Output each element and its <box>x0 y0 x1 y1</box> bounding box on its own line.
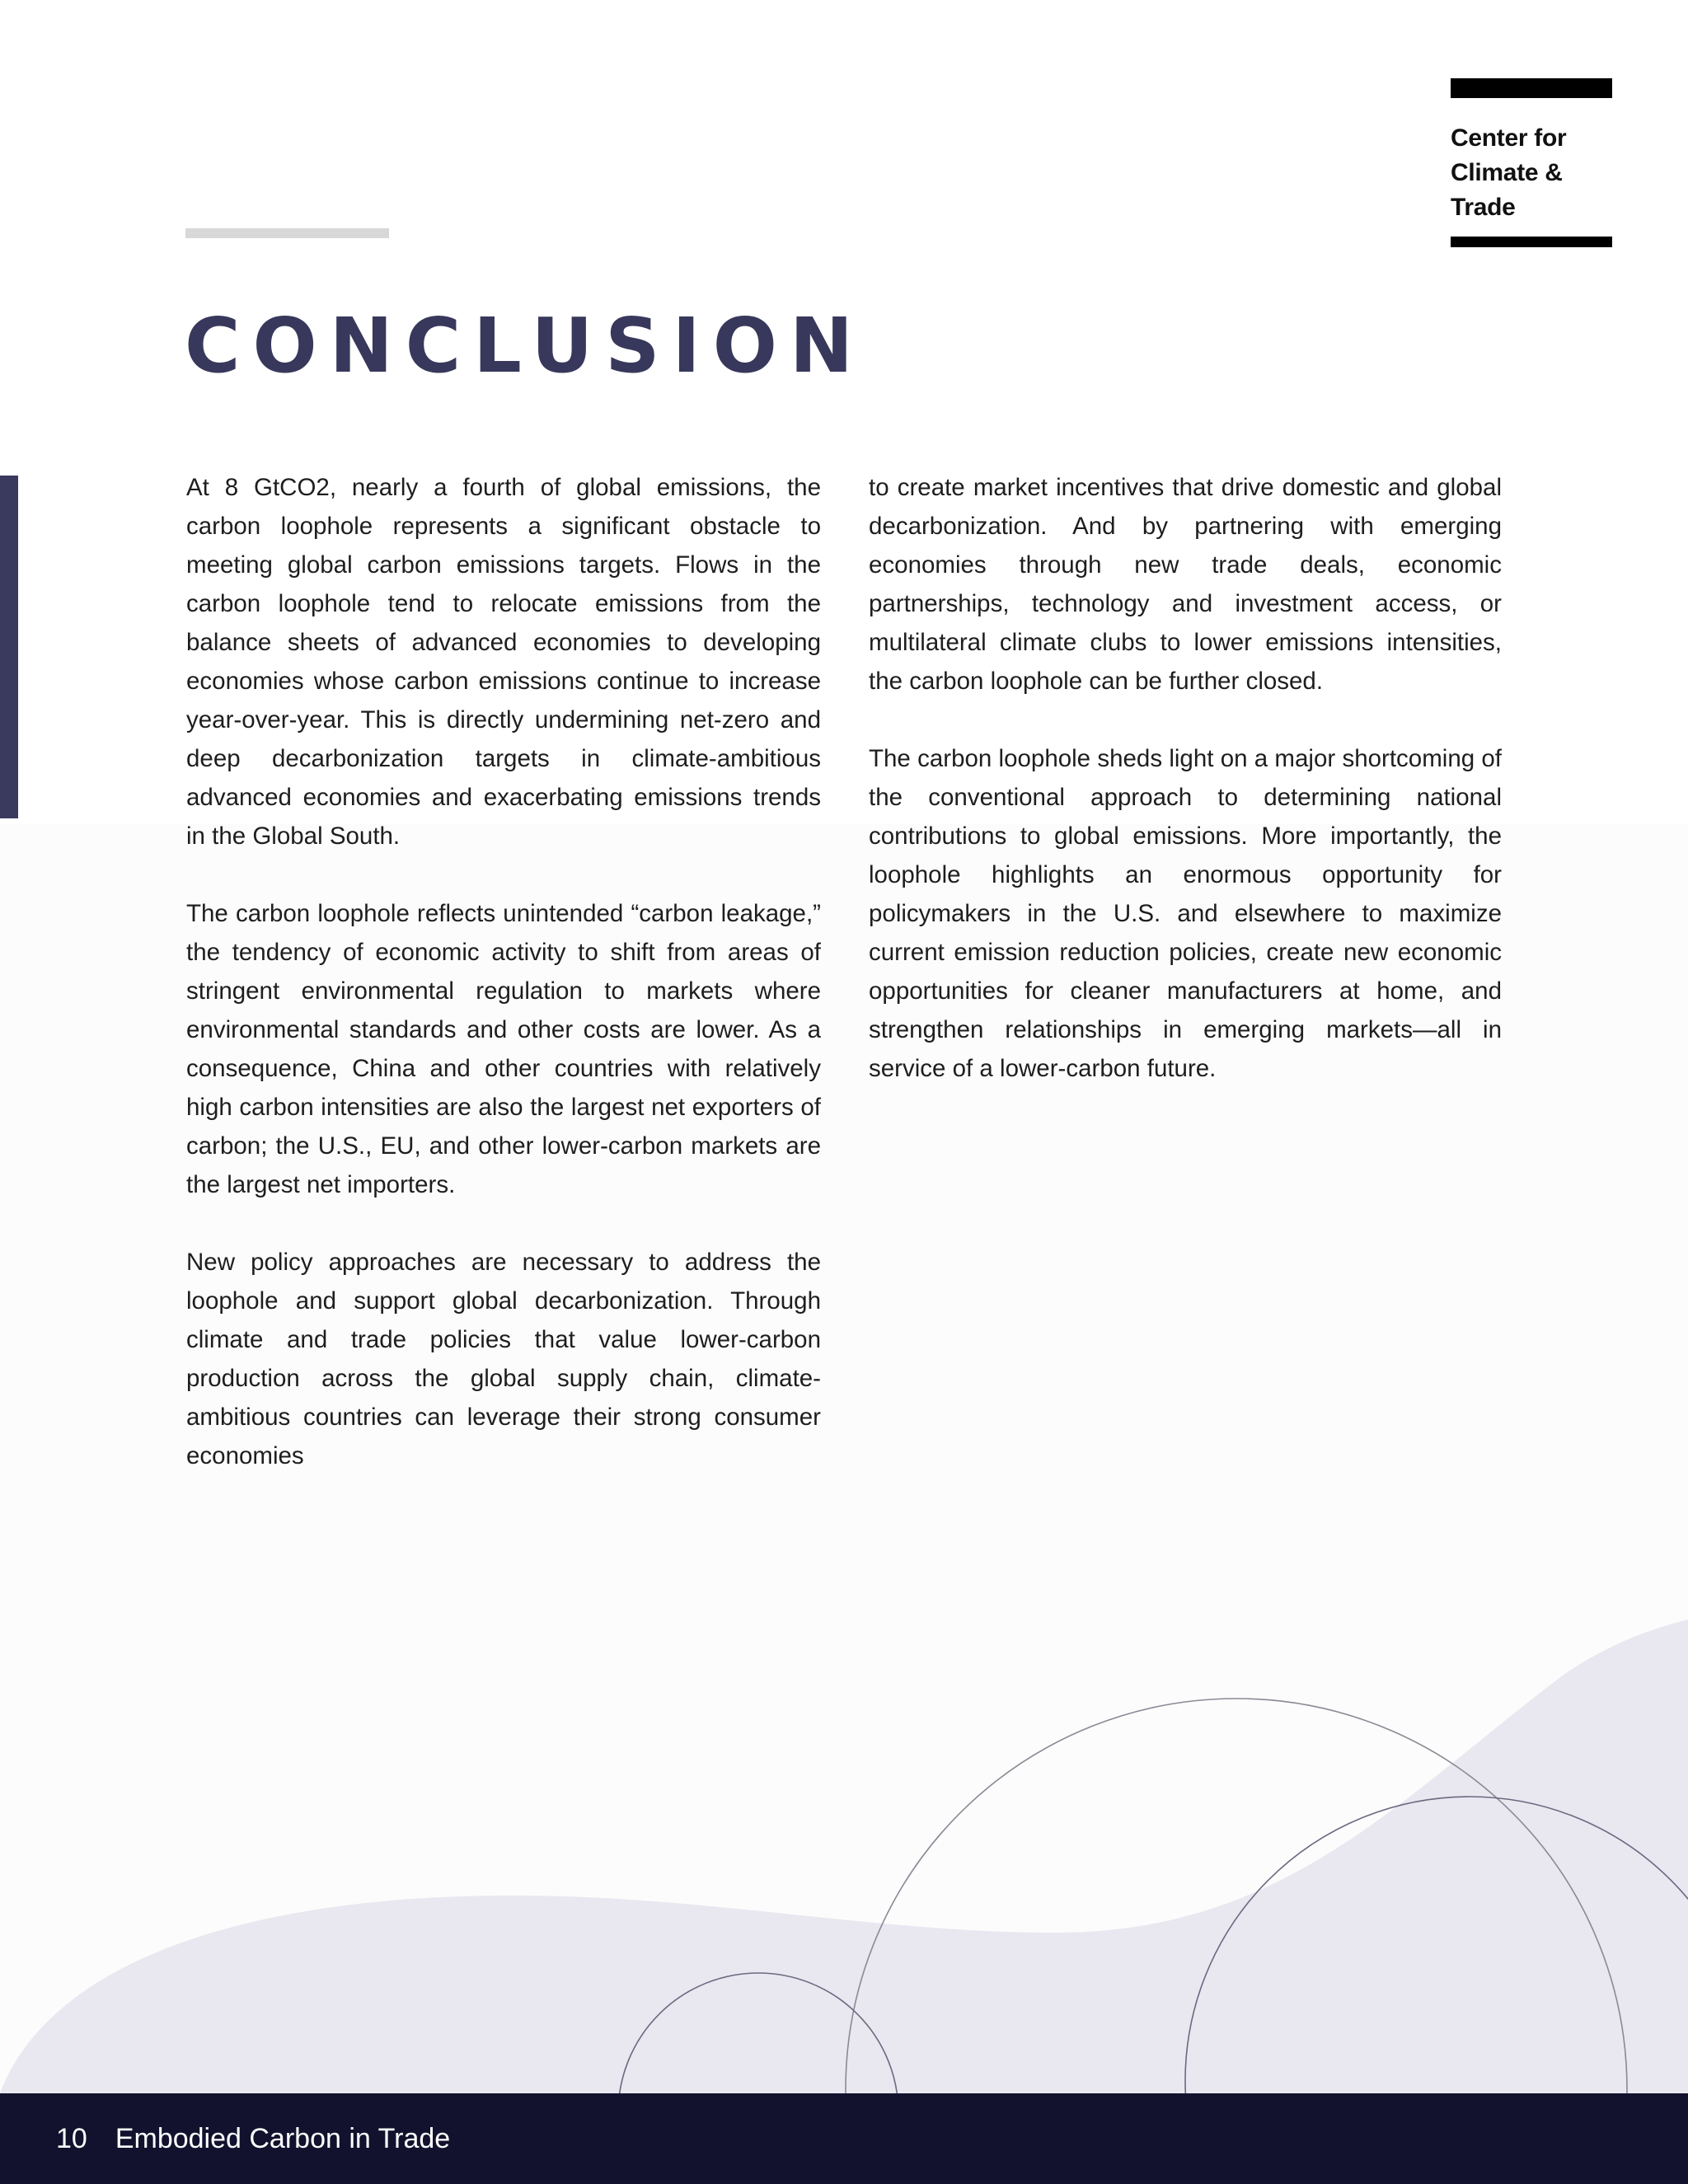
logo-bottom-bar <box>1451 237 1612 247</box>
page-footer <box>0 2093 1688 2184</box>
body-column-left <box>186 468 821 1514</box>
body-column-right <box>869 468 1502 1127</box>
logo-top-bar <box>1451 78 1612 98</box>
logo-text: Center for Climate & Trade <box>1451 124 1567 221</box>
center-for-climate-trade-logo <box>1451 78 1612 247</box>
paragraph: The carbon loophole reflects unintended “carbon leakage,” the tendency of economic activity to shift from areas of stringent environmental regulation to markets where environmental standards and other costs are lower. As a consequence, China and other countries with relatively high carbon intensities are also the largest net exporters of carbon; the U.S., EU, and other lower-carbon markets are the largest net importers. <box>186 900 821 1198</box>
paragraph: New policy approaches are necessary to address the loophole and support global decarbonization. Through climate and trade policies that value lower-carbon production across the global supply chain, climate-ambitious countries can leverage their strong consumer economies <box>186 1249 821 1469</box>
page-number: 10 <box>56 2122 87 2154</box>
paragraph: to create market incentives that drive domestic and global decarbonization. And by partnering with emerging economies through new trade deals, economic partnerships, technology and investment access, or multilateral climate clubs to lower emissions intensities, the carbon loophole can be further closed. <box>869 474 1502 695</box>
side-accent-bar <box>0 476 18 818</box>
document-title: Embodied Carbon in Trade <box>115 2122 451 2154</box>
paragraph: The carbon loophole sheds light on a major shortcoming of the conventional approach to determining national contributions to global emissions. More importantly, the loophole highlights an enormous opportunity for policymakers in the U.S. and elsewhere to maximize current emission reduction policies, create new economic opportunities for cleaner manufacturers at home, and strengthen relationships in emerging markets—all in service of a lower-carbon future. <box>869 745 1502 1082</box>
section-title: CONCLUSION <box>185 302 865 390</box>
paragraph: At 8 GtCO2, nearly a fourth of global emissions, the carbon loophole represents a significant obstacle to meeting global carbon emissions targets. Flows in the carbon loophole tend to relocate emissions from the balance sheets of advanced economies to developing economies whose carbon emissions continue to increase year-over-year. This is directly undermining net-zero and deep decarbonization targets in climate-ambitious advanced economies and exacerbating emissions trends in the Global South. <box>186 474 821 850</box>
title-rule <box>185 228 389 238</box>
